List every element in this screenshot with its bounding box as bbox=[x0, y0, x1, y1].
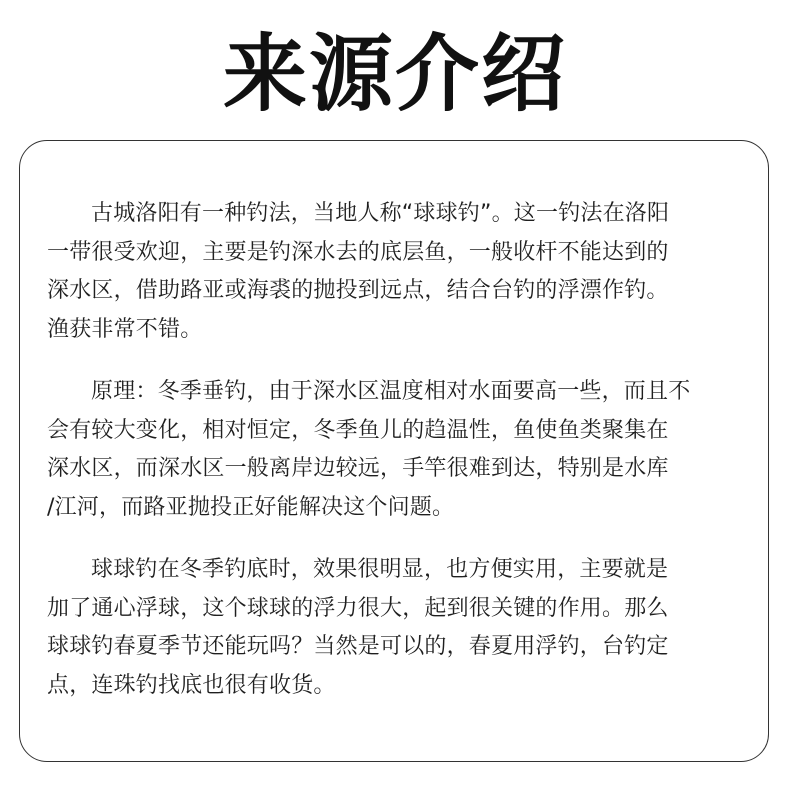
page-title: 来源介绍 bbox=[222, 25, 567, 123]
paragraph-usage: 球球钓在冬季钓底时，效果很明显，也方便实用，主要就是 加了通心浮球，这个球球的浮力很大，起到很关键的作用。那么 球球钓春夏季节还能玩吗？当然是可以的，春夏用浮钓，台钓定 点，连珠钓找底也很有收货。 bbox=[47, 557, 669, 698]
paragraph-intro: 古城洛阳有一种钓法，当地人称“球球钓”。这一钓法在洛阳 一带很受欢迎，主要是钓深水去的底层鱼，一般收杆不能达到的 深水区，借助路亚或海裘的抛投到远点，结合台钓的浮漂作钓。 渔获非常不错。 bbox=[47, 201, 670, 342]
content-card bbox=[19, 140, 769, 762]
paragraph-principle: 原理：冬季垂钓，由于深水区温度相对水面要高一些，而且不 会有较大变化，相对恒定，冬季鱼儿的趋温性，鱼使鱼类聚集在 深水区，而深水区一般离岸边较远，手竿很难到达，特别是水库 /江河，而路亚抛投正好能解决这个问题。 bbox=[47, 379, 691, 520]
